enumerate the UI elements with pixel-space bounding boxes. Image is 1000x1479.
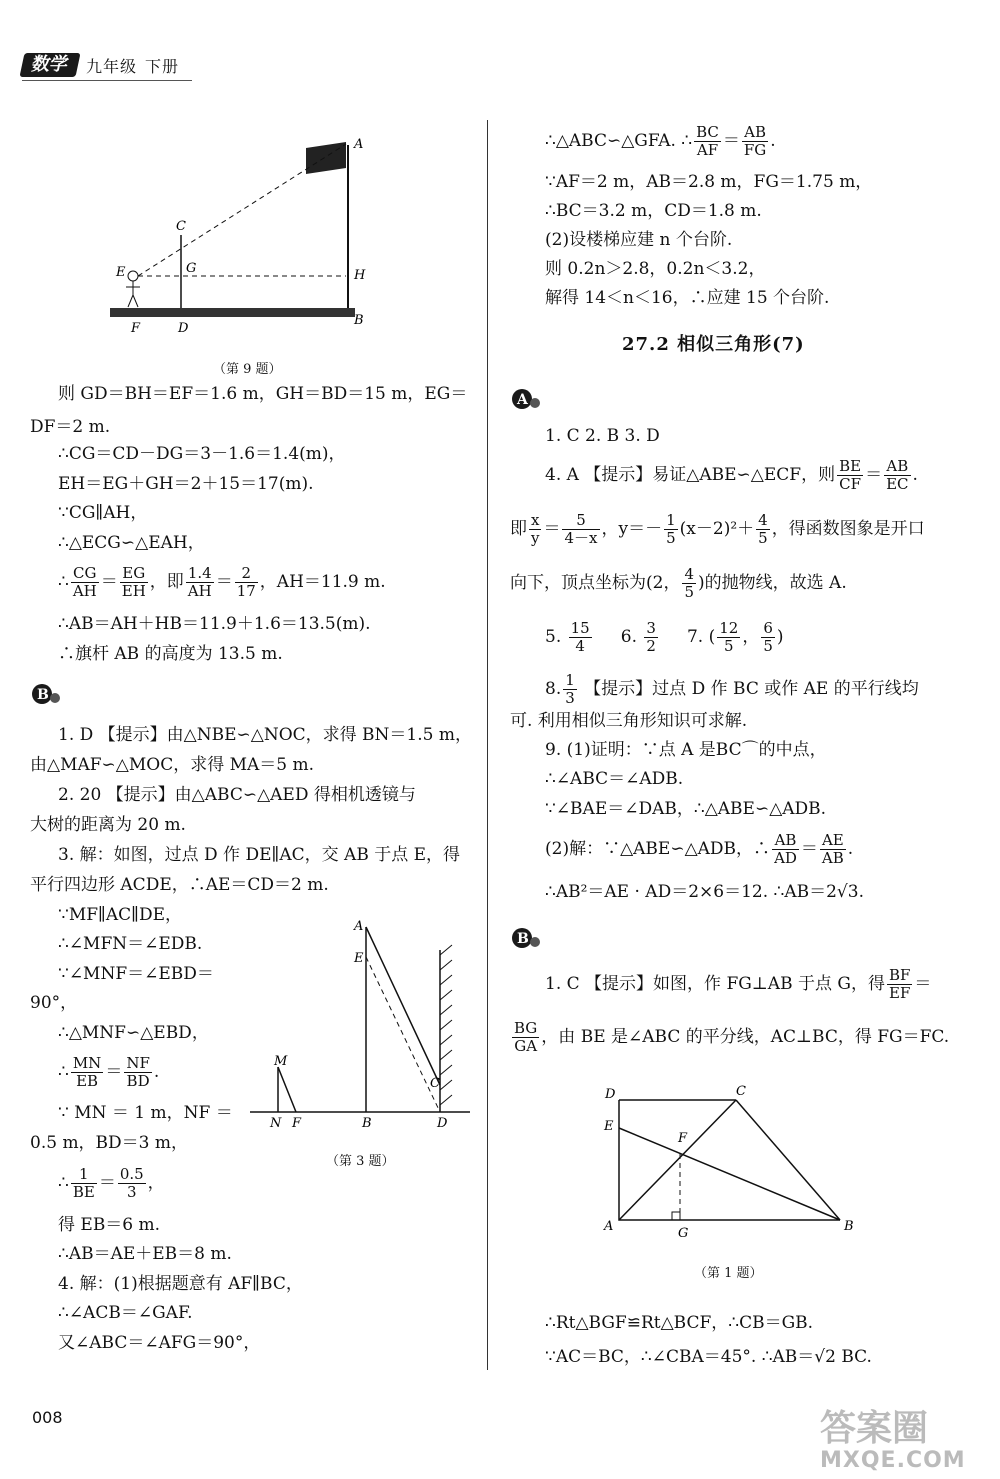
label-b: B xyxy=(362,1116,372,1131)
level-b-icon xyxy=(30,683,64,705)
fraction: $\frac{MN}{EB}$ xyxy=(72,1054,102,1090)
subject-badge: 数学 xyxy=(19,53,80,77)
fraction-line: 向下，顶点坐标为(2， $\frac{4}{5}$ )的抛物线，故选 A. xyxy=(510,565,847,601)
flag xyxy=(306,142,346,174)
label-g: G xyxy=(186,261,197,276)
fraction-line: $\frac{BG}{GA}$ ，由 BE 是∠ABC 的平分线，AC⊥BC，得 FG＝FC. xyxy=(514,1019,950,1055)
right-angle-mark xyxy=(672,1212,680,1220)
text-line: ∴CG＝CD－DG＝3－1.6＝1.4(m)， xyxy=(58,444,346,464)
person-body xyxy=(126,281,140,307)
fraction-line: (2)解：∵△ABE∽△ADB，∴ $\frac{AB}{AD}$ ＝ $\frac{AE}{AB}$ . xyxy=(545,831,854,867)
text-line: 90°， xyxy=(30,993,78,1013)
fraction: $\frac{AB}{AD}$ xyxy=(774,831,797,867)
text-line: 9. (1)证明：∵点 A 是BC⌒的中点， xyxy=(545,740,827,760)
text-line: ∴AB＝AH＋HB＝11.9＋1.6＝13.5(m). xyxy=(58,614,371,634)
fraction: $\frac{CG}{AH}$ xyxy=(72,564,97,600)
label-c: C xyxy=(430,1076,440,1091)
fraction: $\frac{4}{5}$ xyxy=(758,511,768,547)
grade-label: 九年级 xyxy=(86,56,138,76)
text-line: ∵∠BAE＝∠DAB，∴△ABE∽△ADB. xyxy=(545,799,827,819)
fraction: $\frac{6}{5}$ xyxy=(763,619,773,655)
text-line: ∴BC＝3.2 m，CD＝1.8 m. xyxy=(545,201,762,221)
fraction-line: 即 $\frac{x}{y}$ ＝ $\frac{5}{4-x}$ ，y＝－ $\frac{1}{5}$ (x－2)²＋ $\frac{4}{5}$ ，得函数图象是开口 xyxy=(510,511,925,547)
watermark-url: MXQE.COM xyxy=(820,1448,966,1473)
figure-9-caption: （第 9 题） xyxy=(213,362,282,377)
figure-9 xyxy=(100,130,380,345)
text-line: 由△MAF∽△MOC，求得 MA＝5 m. xyxy=(30,755,315,775)
fraction: $\frac{15}{4}$ xyxy=(570,619,590,655)
wall-hatch xyxy=(440,945,452,1105)
label-d: D xyxy=(178,321,189,336)
watermark-logo: 答案圈 xyxy=(820,1408,929,1449)
label-f: F xyxy=(678,1131,688,1146)
text-line: ∵∠MNF＝∠EBD＝ xyxy=(58,964,214,984)
page-number: 008 xyxy=(32,1408,63,1427)
segment-ac xyxy=(619,1100,736,1220)
fraction: $\frac{1}{5}$ xyxy=(666,511,676,547)
svg-text:B: B xyxy=(37,687,49,703)
line-ed xyxy=(366,957,440,1112)
svg-text:B: B xyxy=(517,931,529,947)
fraction: $\frac{12}{5}$ xyxy=(719,619,739,655)
column-divider xyxy=(487,120,488,1370)
text-line: 则 GD＝BH＝EF＝1.6 m，GH＝BD＝15 m，EG＝ xyxy=(58,384,468,404)
line-ac xyxy=(366,927,440,1085)
label-a: A xyxy=(354,919,364,934)
volume-label: 下册 xyxy=(145,56,180,76)
level-a-icon xyxy=(510,388,544,410)
label-d: D xyxy=(605,1087,616,1102)
text-line: ∴∠MFN＝∠EDB. xyxy=(58,934,203,954)
fraction-line: 5. $\frac{15}{4}$ 6. $\frac{3}{2}$ 7. ( $\frac{12}{5}$ ， $\frac{6}{5}$ ) xyxy=(545,619,784,655)
text-line: 1. D 【提示】由△NBE∽△NOC，求得 BN＝1.5 m， xyxy=(58,725,472,745)
fraction-line: ∴△ABC∽△GFA. ∴ $\frac{BC}{AF}$ ＝ $\frac{AB}{FG}$ . xyxy=(545,123,776,159)
text-line: ∴△MNF∽△EBD， xyxy=(58,1023,209,1043)
fraction: $\frac{1}{3}$ xyxy=(565,671,575,707)
line-mf xyxy=(278,1067,296,1112)
fraction-line: 1. C 【提示】如图，作 FG⊥AB 于点 G，得 $\frac{BF}{EF}$ ＝ xyxy=(545,966,932,1002)
watermark xyxy=(820,1410,966,1473)
fraction: $\frac{1}{BE}$ xyxy=(72,1165,95,1201)
text-line: ∵AC＝BC，∴∠CBA＝45°. ∴AB＝√2 BC. xyxy=(545,1347,872,1367)
text-line: ∵ MN ＝ 1 m，NF ＝ xyxy=(58,1103,233,1123)
label-a: A xyxy=(604,1219,614,1234)
fraction-line: 8. $\frac{1}{3}$ 【提示】过点 D 作 BC 或作 AE 的平行线均 xyxy=(545,671,919,707)
figure-1-caption: （第 1 题） xyxy=(694,1266,763,1281)
fraction-line: ∴ $\frac{1}{BE}$ ＝ $\frac{0.5}{3}$ ， xyxy=(58,1165,165,1201)
fraction: $\frac{AE}{AB}$ xyxy=(821,831,844,867)
fraction: $\frac{4}{5}$ xyxy=(684,565,694,601)
header-rule xyxy=(22,80,192,81)
label-h: H xyxy=(354,268,366,283)
text-line: ∵MF∥AC∥DE， xyxy=(58,905,183,925)
text-line: EH＝EG＋GH＝2＋15＝17(m). xyxy=(58,474,314,494)
label-e: E xyxy=(116,265,126,280)
fraction: $\frac{BF}{EF}$ xyxy=(888,966,911,1002)
fraction: $\frac{NF}{BD}$ xyxy=(126,1054,150,1090)
fraction-line: ∴ $\frac{MN}{EB}$ ＝ $\frac{NF}{BD}$ . xyxy=(58,1054,160,1090)
text-line: ∴∠ABC＝∠ADB. xyxy=(545,769,684,789)
fraction-line: ∴ $\frac{CG}{AH}$ ＝ $\frac{EG}{EH}$ ，即 $\frac{1.4}{AH}$ ＝ $\frac{2}{17}$ ，AH＝11.9 m. xyxy=(58,564,386,600)
text-line: 1. C 2. B 3. D xyxy=(545,426,660,446)
text-line: 0.5 m，BD＝3 m， xyxy=(30,1133,189,1153)
fraction: $\frac{BC}{AF}$ xyxy=(696,123,719,159)
fraction: $\frac{x}{y}$ xyxy=(531,511,540,547)
text-line: ∴AB²＝AE · AD＝2×6＝12. ∴AB＝2√3. xyxy=(545,882,864,902)
sight-line xyxy=(138,144,346,276)
fraction: $\frac{EG}{EH}$ xyxy=(121,564,146,600)
text-line: 4. 解：(1)根据题意有 AF∥BC， xyxy=(58,1274,303,1294)
label-b: B xyxy=(354,313,364,328)
text-line: 得 EB＝6 m. xyxy=(58,1215,161,1235)
rect-outline xyxy=(619,1100,840,1220)
fraction: $\frac{0.5}{3}$ xyxy=(119,1165,144,1201)
fraction-line: 4. A 【提示】易证△ABE∽△ECF，则 $\frac{BE}{CF}$ ＝ $\frac{AB}{EC}$ . xyxy=(545,457,918,493)
text-line: ∴△ECG∽△EAH， xyxy=(58,533,205,553)
label-c: C xyxy=(176,219,186,234)
text-line: DF＝2 m. xyxy=(30,417,111,437)
fraction: $\frac{5}{4-x}$ xyxy=(564,511,598,547)
figure-1 xyxy=(598,1080,868,1250)
figure-3-caption: （第 3 题） xyxy=(326,1154,395,1169)
text-line: ∵CG∥AH， xyxy=(58,503,148,523)
label-m: M xyxy=(274,1054,288,1069)
fraction: $\frac{AB}{FG}$ xyxy=(743,123,767,159)
label-g: G xyxy=(678,1226,689,1241)
text-line: 则 0.2n＞2.8，0.2n＜3.2， xyxy=(545,259,766,279)
label-f: F xyxy=(131,321,141,336)
label-f: F xyxy=(292,1116,302,1131)
fraction: $\frac{3}{2}$ xyxy=(646,619,656,655)
text-line: 大树的距离为 20 m. xyxy=(30,815,186,835)
fraction: $\frac{2}{17}$ xyxy=(236,564,256,600)
text-line: ∴∠ACB＝∠GAF. xyxy=(58,1303,193,1323)
text-line: 平行四边形 ACDE，∴AE＝CD＝2 m. xyxy=(30,875,329,895)
text-line: ∵AF＝2 m，AB＝2.8 m，FG＝1.75 m， xyxy=(545,172,873,192)
svg-text:A: A xyxy=(517,392,528,408)
page-header xyxy=(22,52,179,78)
label-a: A xyxy=(354,137,364,152)
text-line: 2. 20 【提示】由△ABC∽△AED 得相机透镜与 xyxy=(58,785,416,805)
text-line: 3. 解：如图，过点 D 作 DE∥AC，交 AB 于点 E，得 xyxy=(58,845,461,865)
person-head xyxy=(128,271,138,281)
segment-eb xyxy=(619,1128,840,1220)
text-line: 可. 利用相似三角形知识可求解. xyxy=(510,711,748,731)
label-e: E xyxy=(354,951,364,966)
ground xyxy=(110,308,355,317)
text-line: 又∠ABC＝∠AFG＝90°， xyxy=(58,1333,261,1353)
label-c: C xyxy=(736,1084,746,1099)
text-line: 解得 14＜n＜16，∴应建 15 个台阶. xyxy=(545,288,830,308)
segment-cb xyxy=(736,1100,840,1220)
text-line: ∴旗杆 AB 的高度为 13.5 m. xyxy=(58,644,283,664)
fraction: $\frac{1.4}{AH}$ xyxy=(187,564,212,600)
fraction: $\frac{AB}{EC}$ xyxy=(886,457,909,493)
level-b-icon xyxy=(510,927,544,949)
section-title: 27.2 相似三角形(7) xyxy=(622,334,805,355)
fraction: $\frac{BE}{CF}$ xyxy=(839,457,862,493)
label-n: N xyxy=(270,1116,282,1131)
fraction: $\frac{BG}{GA}$ xyxy=(514,1019,538,1055)
label-b: B xyxy=(844,1219,854,1234)
text-line: ∴AB＝AE＋EB＝8 m. xyxy=(58,1244,232,1264)
text-line: (2)设楼梯应建 n 个台阶. xyxy=(545,230,733,250)
label-d: D xyxy=(437,1116,448,1131)
label-e: E xyxy=(604,1119,614,1134)
figure-3 xyxy=(250,915,475,1140)
text-line: ∴Rt△BGF≌Rt△BCF，∴CB＝GB. xyxy=(545,1313,814,1333)
